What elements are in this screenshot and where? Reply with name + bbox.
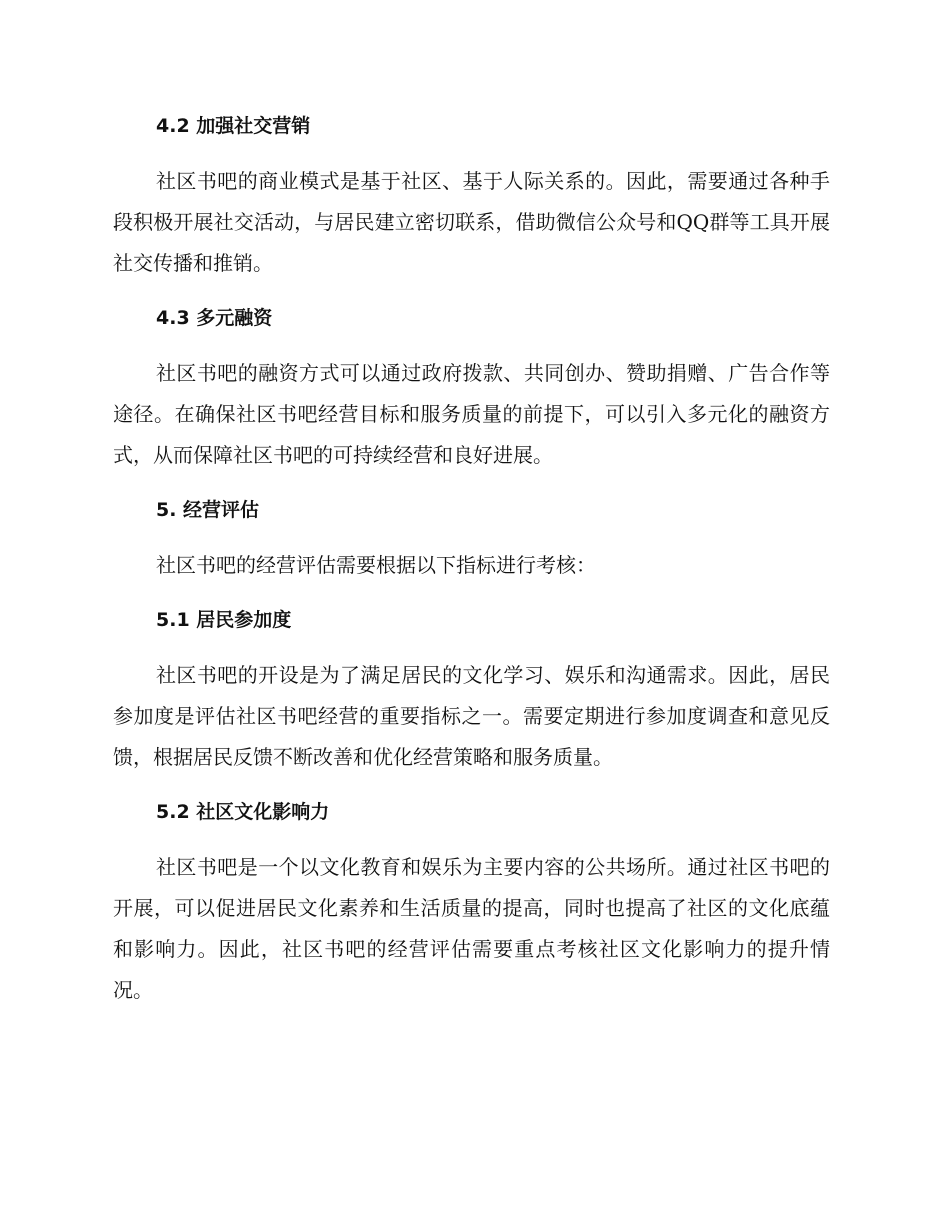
section-heading-5-2: 5.2 社区文化影响力 (156, 801, 330, 823)
section-heading-5: 5. 经营评估 (156, 499, 260, 521)
section-paragraph-5: 社区书吧的经营评估需要根据以下指标进行考核： (156, 553, 596, 577)
section-paragraph-5-2: 社区书吧是一个以文化教育和娱乐为主要内容的公共场所。通过社区书吧的开展，可以促进居民文化素养和生活质量的提高，同时也提高了社区的文化底蕴和影响力。因此，社区书吧的经营评估需要重点考核社区文化影响力的提升情况。 (113, 855, 830, 1002)
section-heading-4-2: 4.2 加强社交营销 (156, 115, 311, 137)
section-heading-5-1: 5.1 居民参加度 (156, 609, 292, 631)
section-heading-4-3: 4.3 多元融资 (156, 307, 273, 329)
section-paragraph-4-3: 社区书吧的融资方式可以通过政府拨款、共同创办、赞助捐赠、广告合作等途径。在确保社区书吧经营目标和服务质量的前提下，可以引入多元化的融资方式，从而保障社区书吧的可持续经营和良好进展。 (113, 361, 830, 467)
section-paragraph-4-2: 社区书吧的商业模式是基于社区、基于人际关系的。因此，需要通过各种手段积极开展社交活动，与居民建立密切联系，借助微信公众号和QQ群等工具开展社交传播和推销。 (113, 169, 830, 275)
document-body (113, 108, 830, 1011)
section-paragraph-5-1: 社区书吧的开设是为了满足居民的文化学习、娱乐和沟通需求。因此，居民参加度是评估社区书吧经营的重要指标之一。需要定期进行参加度调查和意见反馈，根据居民反馈不断改善和优化经营策略和服务质量。 (113, 663, 830, 769)
